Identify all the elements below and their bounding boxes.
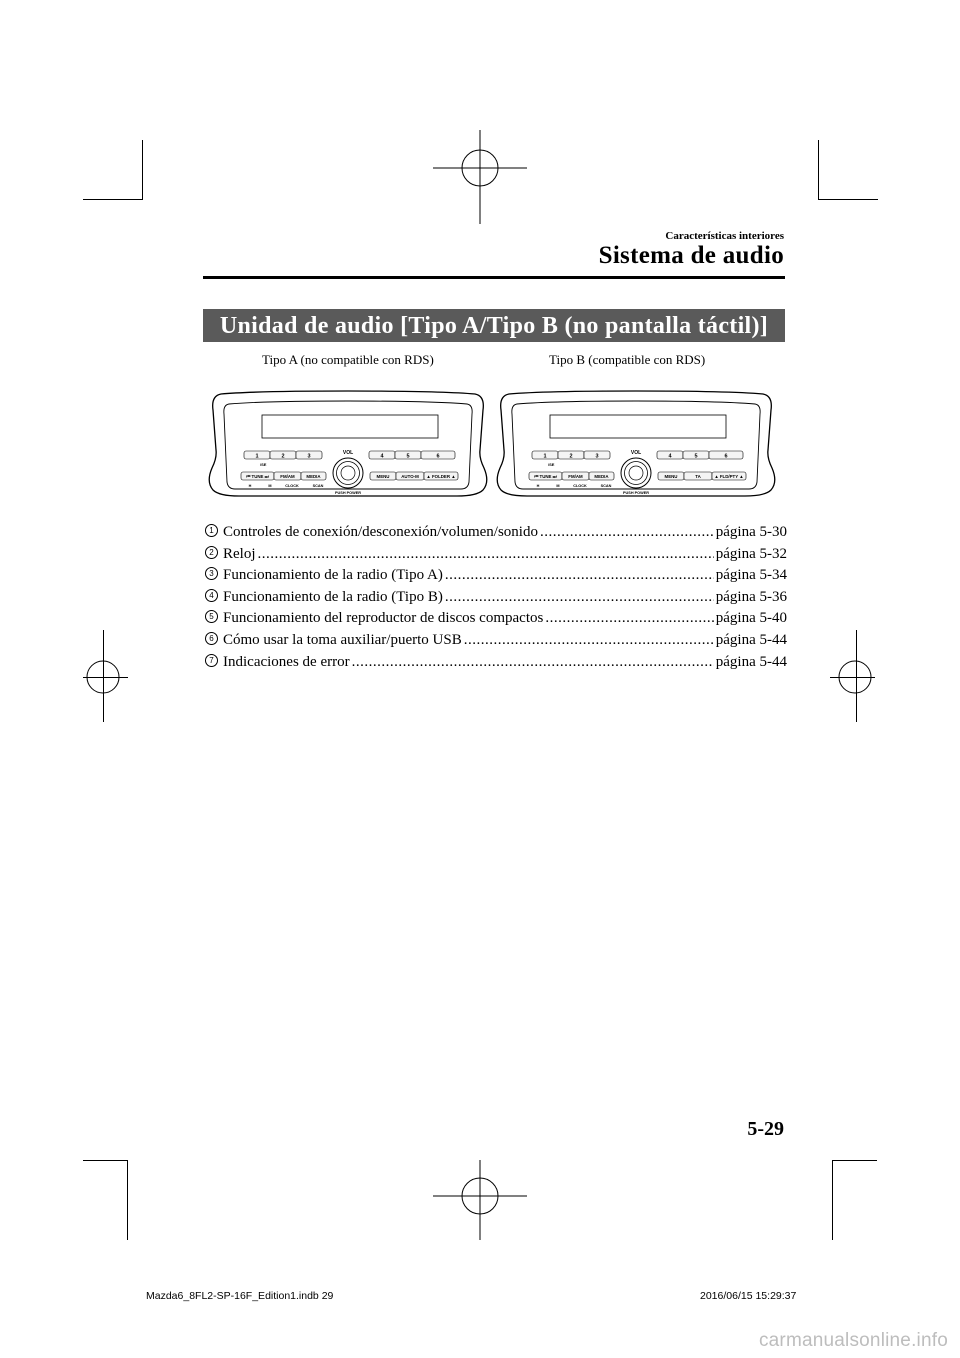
- sub-label: CLOCK: [285, 484, 299, 488]
- toc-item[interactable]: [205, 610, 787, 632]
- preset-label: 4: [668, 453, 672, 460]
- autom-button-label: AUTO-M: [401, 474, 419, 479]
- toc-item-text: Indicaciones de error: [223, 653, 350, 670]
- media-button-label: MEDIA: [306, 474, 321, 479]
- preset-label: 6: [724, 453, 728, 460]
- preset-label: 4: [380, 453, 384, 460]
- toc-number-badge: 2: [205, 546, 218, 559]
- preset-label: 3: [307, 453, 311, 460]
- page-number: 5-29: [747, 1118, 784, 1140]
- push-power-label: PUSH POWER: [335, 491, 361, 495]
- preset-label: 3: [595, 453, 599, 460]
- preset-label: 5: [406, 453, 410, 460]
- sub-label: CLOCK: [573, 484, 587, 488]
- toc-item-text: Cómo usar la toma auxiliar/puerto USB: [223, 631, 462, 648]
- preset-label: 6: [436, 453, 440, 460]
- tune-button-label: ⏮ TUNE ⏭: [246, 474, 269, 479]
- toc-item-text: Reloj: [223, 545, 256, 562]
- tune-button-label: ⏮ TUNE ⏭: [534, 474, 557, 479]
- function-buttons-left: [529, 472, 614, 480]
- toc-item[interactable]: [205, 567, 787, 589]
- toc-page-ref: página 5-40: [715, 610, 787, 627]
- preset-buttons-left: [532, 451, 610, 460]
- toc-item-text: Funcionamiento de la radio (Tipo A): [223, 567, 443, 584]
- toc-leader-dots: [445, 567, 714, 584]
- toc-item[interactable]: [205, 632, 787, 654]
- small-label: /SE: [548, 462, 555, 467]
- function-buttons-left: [241, 472, 326, 480]
- preset-buttons-left: [244, 451, 322, 460]
- sub-label: SCAN: [312, 484, 324, 488]
- toc-item-text: Controles de conexión/desconexión/volumen/sonido: [223, 524, 538, 540]
- vol-label: VOL: [342, 450, 354, 456]
- preset-label: 1: [543, 453, 547, 460]
- sub-label: M: [556, 484, 560, 488]
- watermark: carmanualsonline.info: [758, 1330, 948, 1351]
- toc-item[interactable]: [205, 654, 787, 676]
- header-rule: [203, 276, 785, 279]
- function-buttons-right: [658, 472, 746, 480]
- section-label: Características interiores: [665, 230, 784, 242]
- audio-unit-type-b: [495, 390, 777, 502]
- push-power-label: PUSH POWER: [623, 491, 649, 495]
- toc-item[interactable]: [205, 546, 787, 568]
- registration-target-icon: [433, 1160, 527, 1240]
- media-button-label: MEDIA: [594, 474, 609, 479]
- toc-leader-dots: [545, 610, 713, 627]
- section-banner: Unidad de audio [Tipo A/Tipo B (no pantalla táctil)]: [203, 309, 785, 342]
- sub-label: H: [248, 484, 252, 488]
- toc-item-text: Funcionamiento del reproductor de discos compactos: [223, 610, 544, 627]
- function-buttons-right: [370, 472, 458, 480]
- toc-leader-dots: [445, 589, 714, 606]
- toc-page-ref: página 5-36: [715, 588, 787, 605]
- preset-label: 1: [255, 453, 259, 460]
- toc-number-badge: 6: [205, 632, 218, 645]
- sub-label: SCAN: [600, 484, 612, 488]
- toc-number-badge: 1: [205, 524, 218, 537]
- toc-item[interactable]: [205, 524, 787, 546]
- preset-label: 5: [694, 453, 698, 460]
- toc-leader-dots: [464, 632, 714, 649]
- caption-type-b: Tipo B (compatible con RDS): [549, 352, 706, 367]
- menu-button-label: MENU: [664, 474, 678, 479]
- menu-button-label: MENU: [376, 474, 390, 479]
- small-label: /SE: [260, 462, 267, 467]
- fldpty-button-label: ▲ FLD/PTY ▲: [714, 474, 744, 479]
- toc-number-badge: 5: [205, 610, 218, 623]
- toc-page-ref: página 5-30: [715, 524, 787, 540]
- registration-target-icon: [80, 660, 130, 696]
- toc-page-ref: página 5-34: [715, 567, 787, 584]
- fmam-button-label: FM/AM: [568, 474, 583, 479]
- caption-type-a: Tipo A (no compatible con RDS): [262, 352, 434, 367]
- toc-leader-dots: [258, 546, 714, 563]
- toc-number-badge: 3: [205, 567, 218, 580]
- fmam-button-label: FM/AM: [280, 474, 295, 479]
- volume-knob-icon: [621, 458, 651, 488]
- footer-timestamp: 2016/06/15 15:29:37: [700, 1290, 797, 1302]
- ta-button-label: TA: [695, 474, 701, 479]
- toc-page-ref: página 5-44: [715, 653, 787, 670]
- vol-label: VOL: [630, 450, 642, 456]
- sub-label: H: [536, 484, 540, 488]
- volume-knob-icon: [333, 458, 363, 488]
- toc-leader-dots: [540, 524, 714, 541]
- registration-target-icon: [834, 660, 884, 696]
- sub-label: M: [268, 484, 272, 488]
- toc-page-ref: página 5-44: [715, 631, 787, 648]
- toc-item[interactable]: [205, 589, 787, 611]
- audio-unit-type-a: [207, 390, 489, 502]
- footer-file-info: Mazda6_8FL2-SP-16F_Edition1.indb 29: [146, 1290, 334, 1302]
- preset-label: 2: [569, 453, 573, 460]
- folder-button-label: ▲ FOLDER ▲: [426, 474, 456, 479]
- toc-number-badge: 4: [205, 589, 218, 602]
- page-title: Sistema de audio: [598, 242, 784, 269]
- toc-page-ref: página 5-32: [715, 545, 787, 562]
- toc-leader-dots: [352, 654, 714, 671]
- toc-item-text: Funcionamiento de la radio (Tipo B): [223, 588, 443, 605]
- registration-target-icon: [433, 130, 527, 224]
- toc-list: [205, 524, 787, 675]
- preset-buttons-right: [369, 451, 455, 460]
- toc-number-badge: 7: [205, 654, 218, 667]
- preset-buttons-right: [657, 451, 743, 460]
- preset-label: 2: [281, 453, 285, 460]
